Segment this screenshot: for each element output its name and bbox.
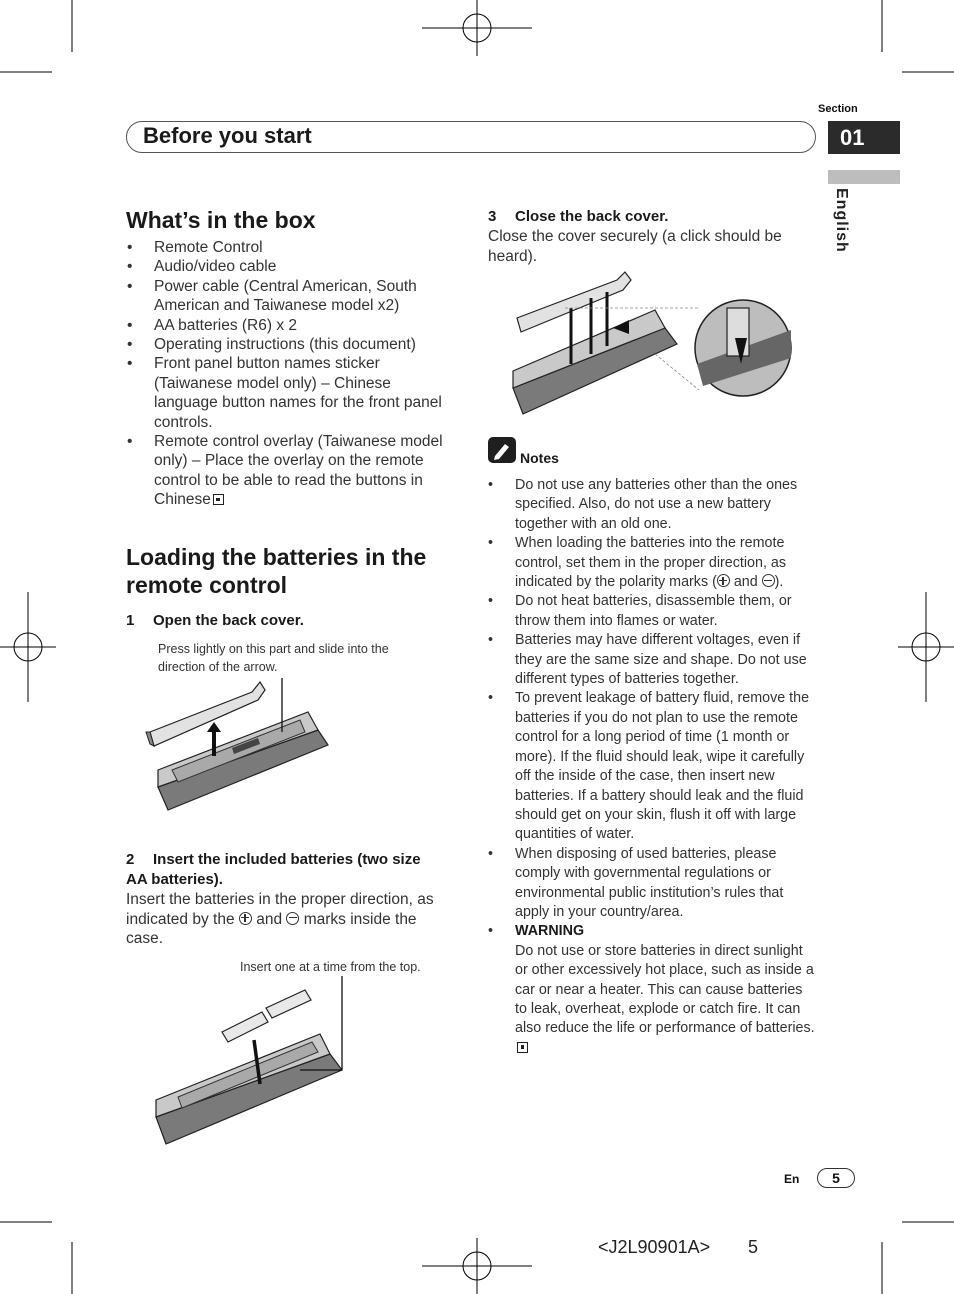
list-item: • Operating instructions (this document) <box>127 336 416 354</box>
page-number: 5 <box>817 1168 855 1188</box>
list-item: • Front panel button names sticker (Taiwanese model only) – Chinese language button names for the front panel controls. <box>127 355 442 431</box>
step-2-caption: Insert one at a time from the top. <box>240 960 421 974</box>
loading-batteries-heading: Loading the batteries in the remote control <box>126 544 427 598</box>
warning-item: • WARNING Do not use or store batteries in direct sunlight or other excessively hot place, such as inside a car or near a heater. This can cause batteries to leak, overheat, explode or catch fire. It can also reduce the life or performance of batteries. <box>488 922 818 1058</box>
close-cover-illustration <box>505 268 795 423</box>
language-label: English <box>833 188 850 253</box>
notes-title: Notes <box>520 450 559 466</box>
list-item: • Audio/video cable <box>127 258 277 276</box>
plus-mark-icon <box>717 574 730 587</box>
document-code: <J2L90901A> <box>598 1237 711 1257</box>
list-item: • To prevent leakage of battery fluid, remove the batteries if you do not plan to use the remote control for a long period of time (1 month or more). If the fluid should leak, wipe it carefully off the inside of the case, then insert new batteries. If a battery should leak and the fluid should get on your skin, flush it off with large quantities of water. <box>488 690 810 843</box>
list-item: • Batteries may have different voltages, even if they are the same size and shape. Do not use different types of batteries together. <box>488 632 807 688</box>
step-2-text: Insert the batteries in the proper direction, as indicated by the and marks inside the case. <box>126 891 434 948</box>
footer-language-code: En <box>784 1172 800 1186</box>
list-item: • Remote Control <box>127 239 263 256</box>
step-3-text: Close the cover securely (a click should be heard). <box>488 228 782 265</box>
section-label: Section <box>818 103 858 115</box>
chapter-title: Before you start <box>143 123 312 148</box>
list-item: • Remote control overlay (Taiwanese model only) – Place the overlay on the remote control to be able to read the buttons in Chinese <box>127 433 443 509</box>
list-item: • AA batteries (R6) x 2 <box>127 316 298 334</box>
insert-batteries-illustration <box>150 972 350 1157</box>
list-item: • When disposing of used batteries, please comply with governmental regulations or environmental public institution’s rules that apply in your country/area. <box>488 845 784 920</box>
notes-list <box>488 476 818 1058</box>
open-cover-illustration <box>140 670 340 820</box>
step-2-title: 2 Insert the included batteries (two size AA batteries). <box>126 851 421 888</box>
whats-in-the-box-heading: What’s in the box <box>126 207 316 233</box>
list-item: • Do not heat batteries, disassemble them, or throw them into flames or water. <box>488 593 792 629</box>
list-item: • When loading the batteries into the remote control, set them in the proper direction, as indicated by the polarity marks ( and ). <box>488 535 786 591</box>
box-contents-list <box>127 238 457 510</box>
language-tab-bar <box>828 170 900 184</box>
minus-mark-icon <box>762 574 775 587</box>
list-item: • Power cable (Central American, South American and Taiwanese model x2) <box>127 277 417 315</box>
end-mark-icon <box>517 1042 528 1053</box>
end-mark-icon <box>213 494 224 505</box>
list-item: • Do not use any batteries other than the ones specified. Also, do not use a new battery together with an old one. <box>488 477 798 532</box>
notes-icon <box>488 437 516 463</box>
section-number: 01 <box>828 121 900 154</box>
document-page-number: 5 <box>748 1237 759 1257</box>
minus-mark-icon <box>286 912 299 925</box>
step-1-title: 1 Open the back cover. <box>126 612 304 629</box>
step-3-title: 3 Close the back cover. <box>488 208 669 225</box>
plus-mark-icon <box>239 912 252 925</box>
step-1-caption: Press lightly on this part and slide into the direction of the arrow. <box>158 642 389 674</box>
